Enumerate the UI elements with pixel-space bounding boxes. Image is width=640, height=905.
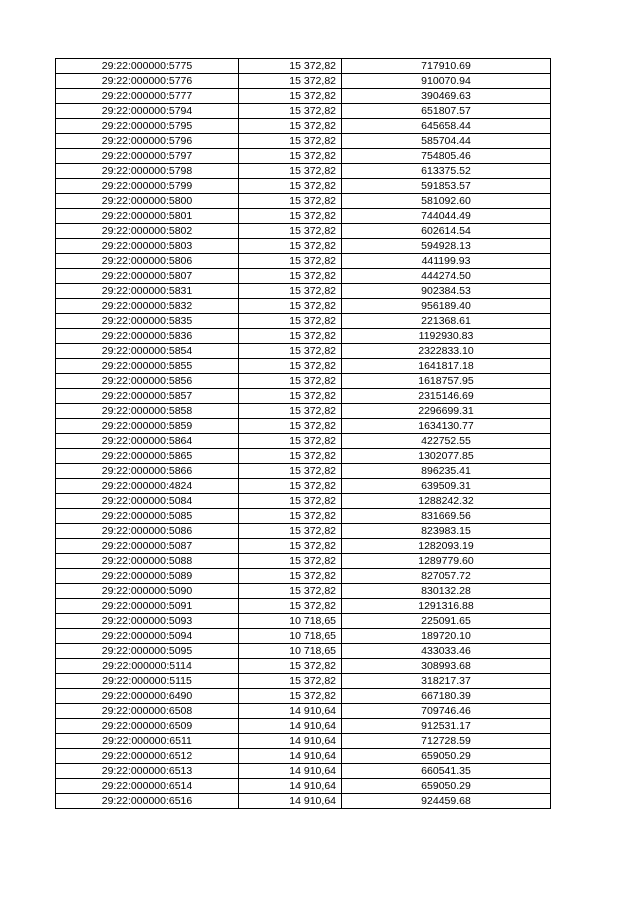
rate-cell: 15 372,82	[239, 449, 342, 464]
rate-cell: 15 372,82	[239, 209, 342, 224]
table-row	[56, 269, 551, 284]
value-cell: 1288242.32	[342, 494, 551, 509]
rate-cell: 15 372,82	[239, 464, 342, 479]
rate-cell: 15 372,82	[239, 89, 342, 104]
table-row	[56, 554, 551, 569]
value-cell: 1618757.95	[342, 374, 551, 389]
table-body	[56, 59, 551, 809]
rate-cell: 10 718,65	[239, 644, 342, 659]
table-row	[56, 329, 551, 344]
cadastral-number-cell: 29:22:000000:5091	[56, 599, 239, 614]
table-row	[56, 344, 551, 359]
rate-cell: 10 718,65	[239, 629, 342, 644]
cadastral-number-cell: 29:22:000000:5088	[56, 554, 239, 569]
value-cell: 308993.68	[342, 659, 551, 674]
rate-cell: 15 372,82	[239, 314, 342, 329]
value-cell: 441199.93	[342, 254, 551, 269]
table-row	[56, 689, 551, 704]
value-cell: 830132.28	[342, 584, 551, 599]
cadastral-number-cell: 29:22:000000:5084	[56, 494, 239, 509]
value-cell: 1192930.83	[342, 329, 551, 344]
cadastral-number-cell: 29:22:000000:5087	[56, 539, 239, 554]
value-cell: 189720.10	[342, 629, 551, 644]
rate-cell: 15 372,82	[239, 254, 342, 269]
value-cell: 581092.60	[342, 194, 551, 209]
cadastral-number-cell: 29:22:000000:5796	[56, 134, 239, 149]
value-cell: 956189.40	[342, 299, 551, 314]
cadastral-number-cell: 29:22:000000:5798	[56, 164, 239, 179]
table-row	[56, 254, 551, 269]
table-row	[56, 299, 551, 314]
rate-cell: 15 372,82	[239, 224, 342, 239]
cadastral-number-cell: 29:22:000000:5806	[56, 254, 239, 269]
table-row	[56, 209, 551, 224]
cadastral-number-cell: 29:22:000000:5794	[56, 104, 239, 119]
rate-cell: 15 372,82	[239, 689, 342, 704]
table-row	[56, 134, 551, 149]
value-cell: 613375.52	[342, 164, 551, 179]
rate-cell: 15 372,82	[239, 74, 342, 89]
value-cell: 667180.39	[342, 689, 551, 704]
cadastral-number-cell: 29:22:000000:5094	[56, 629, 239, 644]
value-cell: 2322833.10	[342, 344, 551, 359]
rate-cell: 15 372,82	[239, 674, 342, 689]
rate-cell: 15 372,82	[239, 194, 342, 209]
value-cell: 651807.57	[342, 104, 551, 119]
table-row	[56, 704, 551, 719]
table-row	[56, 779, 551, 794]
cadastral-number-cell: 29:22:000000:5777	[56, 89, 239, 104]
cadastral-number-cell: 29:22:000000:5775	[56, 59, 239, 74]
value-cell: 225091.65	[342, 614, 551, 629]
value-cell: 823983.15	[342, 524, 551, 539]
cadastral-number-cell: 29:22:000000:5801	[56, 209, 239, 224]
cadastral-number-cell: 29:22:000000:5807	[56, 269, 239, 284]
cadastral-number-cell: 29:22:000000:5800	[56, 194, 239, 209]
value-cell: 1302077.85	[342, 449, 551, 464]
rate-cell: 14 910,64	[239, 794, 342, 809]
rate-cell: 15 372,82	[239, 374, 342, 389]
table-row	[56, 74, 551, 89]
rate-cell: 15 372,82	[239, 359, 342, 374]
cadastral-number-cell: 29:22:000000:5115	[56, 674, 239, 689]
rate-cell: 15 372,82	[239, 344, 342, 359]
table-row	[56, 89, 551, 104]
rate-cell: 15 372,82	[239, 419, 342, 434]
cadastral-number-cell: 29:22:000000:5799	[56, 179, 239, 194]
rate-cell: 15 372,82	[239, 584, 342, 599]
value-cell: 318217.37	[342, 674, 551, 689]
value-cell: 660541.35	[342, 764, 551, 779]
table-row	[56, 59, 551, 74]
rate-cell: 15 372,82	[239, 524, 342, 539]
value-cell: 659050.29	[342, 749, 551, 764]
value-cell: 1282093.19	[342, 539, 551, 554]
value-cell: 444274.50	[342, 269, 551, 284]
value-cell: 744044.49	[342, 209, 551, 224]
value-cell: 2296699.31	[342, 404, 551, 419]
cadastral-number-cell: 29:22:000000:6508	[56, 704, 239, 719]
table-row	[56, 419, 551, 434]
value-cell: 1291316.88	[342, 599, 551, 614]
cadastral-number-cell: 29:22:000000:5831	[56, 284, 239, 299]
table-row	[56, 584, 551, 599]
rate-cell: 10 718,65	[239, 614, 342, 629]
value-cell: 659050.29	[342, 779, 551, 794]
cadastral-number-cell: 29:22:000000:6513	[56, 764, 239, 779]
cadastral-number-cell: 29:22:000000:6509	[56, 719, 239, 734]
table-row	[56, 539, 551, 554]
cadastral-number-cell: 29:22:000000:5832	[56, 299, 239, 314]
value-cell: 591853.57	[342, 179, 551, 194]
value-cell: 602614.54	[342, 224, 551, 239]
rate-cell: 15 372,82	[239, 404, 342, 419]
value-cell: 754805.46	[342, 149, 551, 164]
cadastral-number-cell: 29:22:000000:6516	[56, 794, 239, 809]
cadastral-number-cell: 29:22:000000:6490	[56, 689, 239, 704]
value-cell: 1289779.60	[342, 554, 551, 569]
cadastral-number-cell: 29:22:000000:6512	[56, 749, 239, 764]
table-row	[56, 674, 551, 689]
rate-cell: 15 372,82	[239, 539, 342, 554]
table-row	[56, 749, 551, 764]
value-cell: 709746.46	[342, 704, 551, 719]
rate-cell: 15 372,82	[239, 569, 342, 584]
table-row	[56, 764, 551, 779]
table-row	[56, 149, 551, 164]
table-row	[56, 119, 551, 134]
value-cell: 422752.55	[342, 434, 551, 449]
cadastral-number-cell: 29:22:000000:5864	[56, 434, 239, 449]
table-row	[56, 359, 551, 374]
cadastral-number-cell: 29:22:000000:5086	[56, 524, 239, 539]
value-cell: 910070.94	[342, 74, 551, 89]
cadastral-number-cell: 29:22:000000:5797	[56, 149, 239, 164]
cadastral-number-cell: 29:22:000000:5857	[56, 389, 239, 404]
cadastral-number-cell: 29:22:000000:5802	[56, 224, 239, 239]
value-cell: 645658.44	[342, 119, 551, 134]
rate-cell: 15 372,82	[239, 59, 342, 74]
value-cell: 896235.41	[342, 464, 551, 479]
rate-cell: 15 372,82	[239, 329, 342, 344]
table-row	[56, 434, 551, 449]
table-row	[56, 224, 551, 239]
table-row	[56, 314, 551, 329]
rate-cell: 15 372,82	[239, 284, 342, 299]
cadastral-number-cell: 29:22:000000:6511	[56, 734, 239, 749]
cadastral-number-cell: 29:22:000000:6514	[56, 779, 239, 794]
rate-cell: 15 372,82	[239, 149, 342, 164]
cadastral-number-cell: 29:22:000000:5865	[56, 449, 239, 464]
value-cell: 712728.59	[342, 734, 551, 749]
rate-cell: 15 372,82	[239, 119, 342, 134]
table-row	[56, 509, 551, 524]
data-table	[55, 58, 551, 809]
table-row	[56, 734, 551, 749]
cadastral-number-cell: 29:22:000000:5114	[56, 659, 239, 674]
value-cell: 585704.44	[342, 134, 551, 149]
cadastral-number-cell: 29:22:000000:5858	[56, 404, 239, 419]
cadastral-number-cell: 29:22:000000:4824	[56, 479, 239, 494]
table-row	[56, 659, 551, 674]
table-row	[56, 194, 551, 209]
table-row	[56, 614, 551, 629]
rate-cell: 14 910,64	[239, 719, 342, 734]
cadastral-number-cell: 29:22:000000:5795	[56, 119, 239, 134]
cadastral-number-cell: 29:22:000000:5095	[56, 644, 239, 659]
table-row	[56, 404, 551, 419]
value-cell: 717910.69	[342, 59, 551, 74]
rate-cell: 15 372,82	[239, 599, 342, 614]
cadastral-number-cell: 29:22:000000:5859	[56, 419, 239, 434]
value-cell: 1634130.77	[342, 419, 551, 434]
table-row	[56, 239, 551, 254]
table-row	[56, 389, 551, 404]
value-cell: 2315146.69	[342, 389, 551, 404]
table-row	[56, 449, 551, 464]
table-row	[56, 284, 551, 299]
table-row	[56, 644, 551, 659]
value-cell: 1641817.18	[342, 359, 551, 374]
cadastral-number-cell: 29:22:000000:5866	[56, 464, 239, 479]
rate-cell: 15 372,82	[239, 269, 342, 284]
rate-cell: 15 372,82	[239, 134, 342, 149]
rate-cell: 15 372,82	[239, 179, 342, 194]
cadastral-number-cell: 29:22:000000:5090	[56, 584, 239, 599]
rate-cell: 14 910,64	[239, 734, 342, 749]
cadastral-number-cell: 29:22:000000:5836	[56, 329, 239, 344]
value-cell: 594928.13	[342, 239, 551, 254]
cadastral-number-cell: 29:22:000000:5856	[56, 374, 239, 389]
value-cell: 221368.61	[342, 314, 551, 329]
value-cell: 902384.53	[342, 284, 551, 299]
rate-cell: 15 372,82	[239, 389, 342, 404]
rate-cell: 15 372,82	[239, 479, 342, 494]
value-cell: 912531.17	[342, 719, 551, 734]
cadastral-number-cell: 29:22:000000:5089	[56, 569, 239, 584]
cadastral-number-cell: 29:22:000000:5093	[56, 614, 239, 629]
cadastral-number-cell: 29:22:000000:5855	[56, 359, 239, 374]
rate-cell: 15 372,82	[239, 509, 342, 524]
rate-cell: 14 910,64	[239, 749, 342, 764]
table-row	[56, 599, 551, 614]
rate-cell: 15 372,82	[239, 299, 342, 314]
cadastral-number-cell: 29:22:000000:5854	[56, 344, 239, 359]
table-row	[56, 629, 551, 644]
rate-cell: 15 372,82	[239, 554, 342, 569]
table-row	[56, 524, 551, 539]
rate-cell: 15 372,82	[239, 164, 342, 179]
table-row	[56, 374, 551, 389]
rate-cell: 15 372,82	[239, 104, 342, 119]
rate-cell: 15 372,82	[239, 659, 342, 674]
table-row	[56, 104, 551, 119]
table-row	[56, 569, 551, 584]
value-cell: 924459.68	[342, 794, 551, 809]
value-cell: 390469.63	[342, 89, 551, 104]
table-row	[56, 179, 551, 194]
cadastral-number-cell: 29:22:000000:5803	[56, 239, 239, 254]
table-row	[56, 494, 551, 509]
table-row	[56, 464, 551, 479]
rate-cell: 14 910,64	[239, 779, 342, 794]
rate-cell: 15 372,82	[239, 494, 342, 509]
table-row	[56, 719, 551, 734]
value-cell: 433033.46	[342, 644, 551, 659]
rate-cell: 14 910,64	[239, 704, 342, 719]
rate-cell: 15 372,82	[239, 434, 342, 449]
rate-cell: 15 372,82	[239, 239, 342, 254]
value-cell: 639509.31	[342, 479, 551, 494]
value-cell: 831669.56	[342, 509, 551, 524]
table-row	[56, 164, 551, 179]
table-row	[56, 794, 551, 809]
table-row	[56, 479, 551, 494]
cadastral-number-cell: 29:22:000000:5835	[56, 314, 239, 329]
value-cell: 827057.72	[342, 569, 551, 584]
cadastral-number-cell: 29:22:000000:5085	[56, 509, 239, 524]
cadastral-number-cell: 29:22:000000:5776	[56, 74, 239, 89]
rate-cell: 14 910,64	[239, 764, 342, 779]
